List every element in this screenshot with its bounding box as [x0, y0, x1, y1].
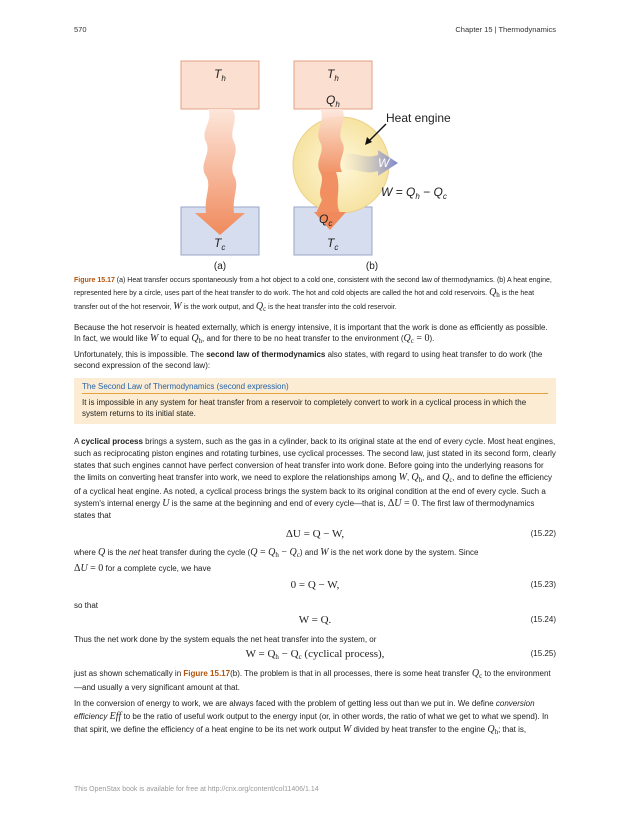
second-law-box — [74, 378, 556, 424]
math-w: W — [173, 301, 182, 312]
paragraph-1: Because the hot reservoir is heated externally, which is energy intensive, it is important that the work is done as efficiently as possible. In fact, we would like W to equal $Q_h$, and for there to be no heat transfer to the environment $(Q_c = 0)$. — [74, 323, 548, 345]
paragraph-2: Unfortunately, this is impossible. The second law of thermodynamics also states, with regard to using heat transfer to do work (the second expression of the second law): — [74, 350, 543, 370]
equation-15-23: 0 = Q − W, (15.23) — [290, 579, 556, 591]
second-law-box-text: It is impossible in any system for heat transfer from a reservoir to completely convert to work in a cyclical process in which the system returns to its initial state. — [82, 398, 527, 418]
qc-label: $Q_c$ — [319, 212, 333, 228]
w-arrow-label: W — [378, 156, 390, 170]
box-divider — [82, 393, 548, 394]
paragraph-5: Thus the net work done by the system equals the net heat transfer into the system, or — [74, 635, 377, 644]
heat-engine-figure — [0, 0, 630, 275]
heat-engine-label: Heat engine — [386, 111, 451, 125]
panel-b-caption: (b) — [365, 261, 379, 272]
panel-a-top-label: $T_h$ — [214, 67, 226, 83]
panel-b-bottom-label: $T_c$ — [327, 236, 339, 252]
qh-label: $Q_h$ — [326, 93, 340, 109]
paragraph-7: In the conversion of energy to work, we are always faced with the problem of getting less out than we put in. We define conversion efficiency Eff to be the ratio of useful work output to the energy input (or, in other words, the ratio of what we get to what we spend). In that spirit, we define the efficiency of a heat engine to be its net work output W divided by heat transfer to the engine $Q_h$; that is, — [74, 699, 549, 736]
figure-label: Figure 15.17 — [74, 277, 115, 284]
page-footer: This OpenStax book is available for free at http://cnx.org/content/col11406/1.14 — [74, 786, 319, 793]
paragraph-6: just as shown schematically in Figure 15.17(b). The problem is that in all processes, there is some heat transfer $Q_c$ to the environment—and usually a very significant amount at that. — [74, 668, 551, 692]
chapter-title: Chapter 15 | Thermodynamics — [455, 25, 556, 34]
equation-15-25: $W = Q_h - Q_c$ (cyclical process), (15.25) — [245, 648, 556, 661]
heat-flow-qh — [318, 109, 343, 172]
work-equation: $W = Q_h - Q_c$ — [381, 185, 447, 201]
figure-15-17-link[interactable]: Figure 15.17 — [183, 669, 231, 678]
math-qc: $Q_c$ — [255, 301, 267, 313]
second-law-box-title: The Second Law of Thermodynamics (second expression) — [82, 382, 289, 391]
paragraph-3: A cyclical process brings a system, such as the gas in a cylinder, back to its original state at the end of every cycle. Most heat engines, such as reciprocating piston engines and rotating turbines, use cyclical processes. The second law, just stated in its second form, clearly states that such engines cannot have perfect conversion of heat transfer into work done. Before going into the underlying reasons for the limits on converting heat transfer into work, we need to explore the relationships among W, $Q_h$, and $Q_c$, and to define the efficiency of a cyclical heat engine. As noted, a cyclical process brings the system back to its original condition at the end of every cycle. Such a system's internal energy U is the same at the beginning and end of every cycle—that is, ΔU = 0. The first law of thermodynamics states that — [74, 437, 556, 520]
equation-15-22: ΔU = Q − W, (15.22) — [285, 528, 556, 540]
panel-a-caption: (a) — [213, 261, 227, 272]
equation-15-24: W = Q. (15.24) — [298, 614, 556, 626]
so-that-text: so that — [74, 601, 99, 610]
panel-a-bottom-label: $T_c$ — [214, 236, 226, 252]
paragraph-4: where Q is the net heat transfer during the cycle $(Q = Q_h - Q_c)$ and W is the net work done by the system. Since ΔU = 0 for a complete cycle, we have — [74, 547, 479, 574]
panel-b-top-label: $T_h$ — [327, 67, 339, 83]
page-number: 570 — [74, 25, 87, 34]
figure-caption: Figure 15.17 (a) Heat transfer occurs spontaneously from a hot object to a cold one, consistent with the second law of thermodynamics. (b) A heat engine, represented here by a circle, uses part of the heat transfer to do work. The hot and cold objects are called the hot and cold reservoirs. $Q_h$ is the heat transfer out of the hot reservoir, W is the work output, and $Q_c$ is the heat transfer into the cold reservoir. — [74, 277, 552, 313]
math-qh: $Q_h$ — [489, 287, 500, 299]
heat-flow-arrow-a — [195, 109, 245, 235]
